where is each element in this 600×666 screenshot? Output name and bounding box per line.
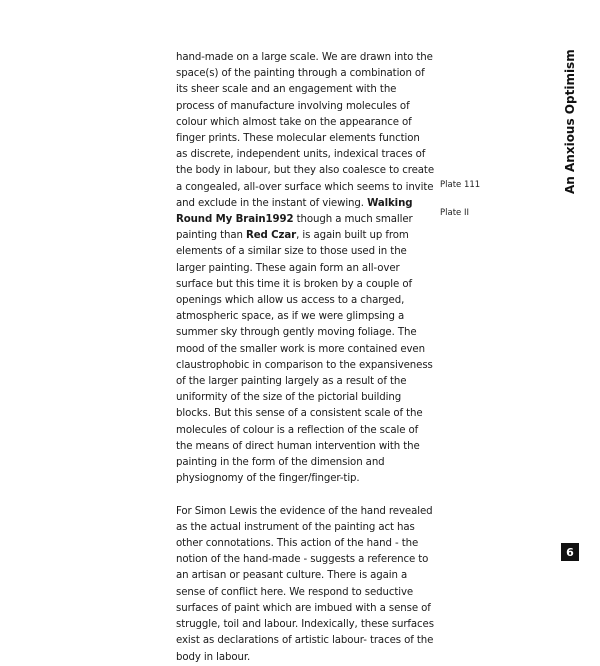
plate-reference-2: Plate II	[440, 208, 469, 218]
artwork-title-red-czar: Red Czar	[245, 230, 297, 242]
paragraph-1-mid: though a much smaller painting than	[176, 214, 413, 242]
plate-reference-1: Plate 111	[440, 180, 481, 190]
page-number: 6	[561, 543, 579, 561]
paragraph-1-rest: , is again built up from elements of a similar size to those used in the larger painting. These again form an all-over surface but this time it is broken by a couple of openings which allow us access to a charged, atmospheric space, as if we were glimpsing a summer sky through gently moving foliage. The mood of the smaller work is more contained even claustrophobic in comparison to the expansiveness of the larger painting largely as a result of the uniformity of the size of the pictorial building blocks. But this sense of a consistent scale of the molecules of colour is a reflection of the scale of the means of direct human intervention with the painting in the form of the dimension and physiognomy of the finger/finger-tip.	[176, 230, 433, 485]
paragraph-1	[176, 50, 434, 487]
running-head: An Anxious Optimism	[563, 49, 577, 194]
paragraph-2: For Simon Lewis the evidence of the hand revealed as the actual instrument of the painting act has other connotations. This action of the hand - the notion of the hand-made - suggests a reference to an artisan or peasant culture. There is again a sense of conflict here. We respond to seductive surfaces of paint which are imbued with a sense of struggle, toil and labour. Indexically, these surfaces exist as declarations of artistic labour- traces of the body in labour.	[176, 505, 434, 663]
artwork-title-walking-round-my-brain: Walking Round My Brain1992	[176, 197, 413, 226]
paragraph-1-intro: hand-made on a large scale. We are drawn into the space(s) of the painting through a combination of its sheer scale and an engagement with the process of manufacture involving molecules of colour which almost take on the appearance of finger prints. These molecular elements function as discrete, independent units, indexical traces of the body in labour, but they also coalesce to create a congealed, all-over surface which seems to invite and exclude in the instant of viewing.	[176, 52, 434, 209]
body-text	[176, 50, 434, 666]
